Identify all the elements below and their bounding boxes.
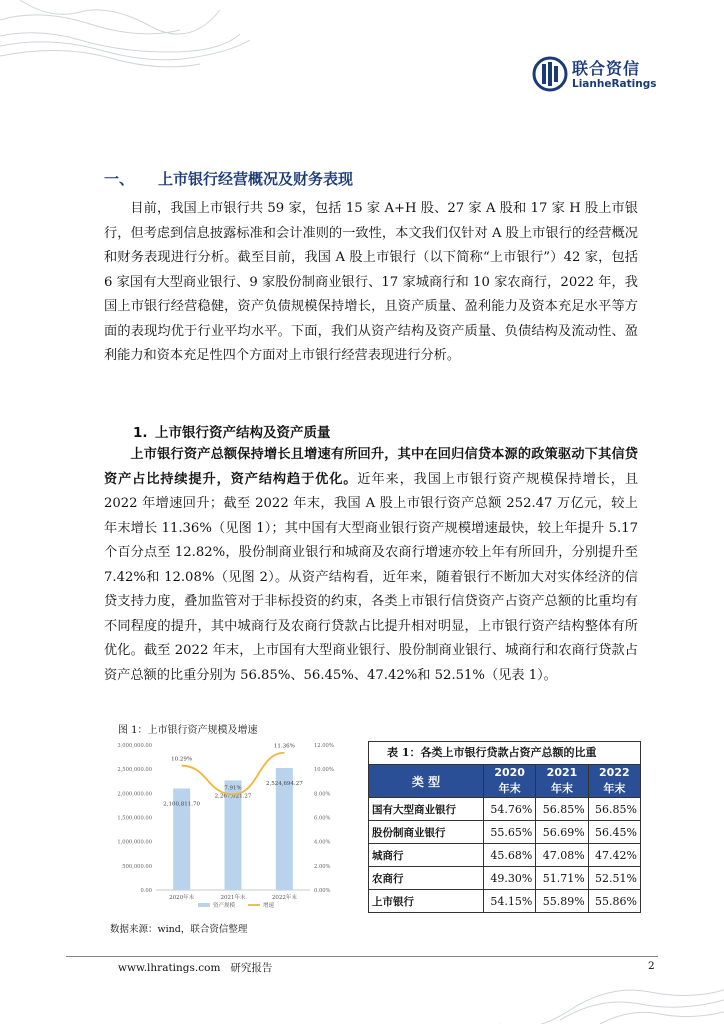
x-tick-label: 2021年末 — [220, 895, 246, 901]
table-row-name: 农商行 — [369, 867, 484, 890]
table-year-header: 2021 年末 — [536, 765, 588, 798]
y-right-tick-label: 0.00% — [314, 888, 331, 894]
line-data-label: 10.29% — [171, 756, 193, 763]
y-left-tick-label: 2,000,000.00 — [117, 791, 152, 798]
x-tick-label: 2022年末 — [271, 895, 297, 901]
table-cell: 47.42% — [588, 844, 640, 867]
table-row — [369, 890, 641, 913]
table-cell: 55.65% — [484, 821, 536, 844]
table-cell: 47.08% — [536, 844, 588, 867]
y-left-tick-label: 500,000.00 — [122, 863, 152, 870]
table-cell: 49.30% — [484, 867, 536, 890]
y-left-tick-label: 1,000,000.00 — [117, 839, 152, 846]
intro-paragraph: 目前，我国上市银行共 59 家，包括 15 家 A+H 股、27 家 A 股和 17 家 H 股上市银行，但考虑到信息披露标准和会计准则的一致性，本文我们仅针对 A 股上市银行的经营概况和财务表现进行分析。截至目前，我国 A 股上市银行（以下简称“上市银行”）42 家，包括 6 家国有大型商业银行、9 家股份制商业银行、17 家城商行和 10 家农商行，2022 年，我国上市银行经营稳健，资产负债规模保持增长，且资产质量、盈利能力及资本充足水平等方面的表现均优于行业平均水平。下面，我们从资产结构及资产质量、负债结构及流动性、盈利能力和资本充足性四个方面对上市银行经营表现进行分析。 — [104, 201, 638, 363]
table-cell: 54.15% — [484, 890, 536, 913]
y-right-tick-label: 2.00% — [314, 863, 331, 870]
lead-sentence: 上市银行资产总额保持增长且增速有所回升，其中在回归信贷本源的政策驱动下其信贷资产占比持续提升，资产结构趋于优化。 — [104, 447, 638, 487]
y-left-tick-label: 1,500,000.00 — [117, 815, 152, 822]
analysis-paragraph — [104, 443, 638, 688]
table-cell: 55.86% — [588, 890, 640, 913]
chart-source: 数据来源：wind，联合资信整理 — [110, 924, 248, 935]
page-number: 2 — [648, 960, 655, 972]
brand-name-cn: 联合资信 — [572, 59, 641, 78]
table-year-header: 2022 年末 — [588, 765, 640, 798]
table-cell: 55.89% — [536, 890, 588, 913]
table-row — [369, 844, 641, 867]
table-header-row — [369, 765, 641, 798]
y-left-tick-label: 3,000,000.00 — [117, 743, 152, 749]
legend-line-label: 增速 — [263, 903, 275, 909]
section-title-text: 上市银行经营概况及财务表现 — [158, 170, 354, 188]
legend-bar-label: 资产规模 — [213, 903, 236, 909]
asset-scale-chart — [100, 735, 362, 915]
line-data-label: 11.36% — [273, 743, 295, 750]
table-cell: 56.85% — [588, 798, 640, 821]
section-title — [104, 168, 353, 189]
subsection-title — [133, 421, 331, 441]
table-cell: 56.45% — [588, 821, 640, 844]
table-row — [369, 867, 641, 890]
y-right-tick-label: 4.00% — [314, 839, 331, 846]
table-year-header: 2020 年末 — [484, 765, 536, 798]
table-caption: 表 1：各类上市银行贷款占资产总额的比重 — [368, 741, 641, 764]
subsection-number: 1. — [133, 425, 148, 441]
table-type-header: 类 型 — [369, 765, 484, 798]
subsection-title-text: 上市银行资产结构及资产质量 — [155, 425, 331, 441]
legend-bar-swatch — [198, 903, 210, 907]
brand-logo — [532, 54, 662, 94]
table-row-name: 股份制商业银行 — [369, 821, 484, 844]
loan-ratio-table — [368, 741, 641, 913]
y-right-tick-label: 8.00% — [314, 791, 331, 798]
table-cell: 54.76% — [484, 798, 536, 821]
analysis-body: 近年来，我国上市银行资产规模保持增长，且 2022 年增速回升；截至 2022 年末，我国 A 股上市银行资产总额 252.47 万亿元，较上年末增长 11.36%（见图 1）；其中国有大型商业银行资产规模增速最快，较上年提升 5.17 个百分点至 12.82%，股份制商业银行和城商及农商行增速亦较上年有所回升，分别提升至 7.42%和 12.08%（见图 2）。从资产结构看，近年来，随着银行不断加大对实体经济的信贷支持力度，叠加监管对于非标投资的约束，各类上市银行信贷资产占资产总额的比重均有不同程度的提升，其中城商行及农商行贷款占比提升相对明显，上市银行资产结构整体有所优化。截至 2022 年末，上市国有大型商业银行、股份制商业银行、城商行和农商行贷款占资产总额的比重分别为 56.85%、56.45%、47.42%和 52.51%（见表 1）。 — [104, 471, 639, 683]
bar-data-label: 2,524,694.27 — [265, 780, 303, 787]
table-row-name: 城商行 — [369, 844, 484, 867]
footer-divider — [66, 956, 658, 957]
brand-name-en: LianheRatings — [572, 78, 657, 90]
table-cell: 56.85% — [536, 798, 588, 821]
section-number: 一、 — [104, 170, 135, 188]
y-left-tick-label: 0.00 — [140, 888, 152, 894]
footer-url: www.lhratings.com — [118, 962, 221, 974]
footer-label: 研究报告 — [230, 962, 273, 974]
y-right-tick-label: 12.00% — [314, 743, 334, 749]
table-row — [369, 798, 641, 821]
lianhe-logo-icon — [532, 54, 568, 94]
bar-data-label: 2,267,021.27 — [214, 793, 252, 800]
table-row-name: 上市银行 — [369, 890, 484, 913]
chart-title: 图 1：上市银行资产规模及增速 — [118, 725, 258, 736]
line-data-label: 7.91% — [224, 785, 242, 792]
table-row-name: 国有大型商业银行 — [369, 798, 484, 821]
table-cell: 52.51% — [588, 867, 640, 890]
y-right-tick-label: 6.00% — [314, 815, 331, 822]
table-cell: 56.69% — [536, 821, 588, 844]
table-cell: 51.71% — [536, 867, 588, 890]
bar-data-label: 2,100,811.70 — [163, 801, 201, 808]
y-right-tick-label: 10.00% — [314, 767, 334, 774]
x-tick-label: 2020年末 — [169, 895, 195, 901]
table-cell: 45.68% — [484, 844, 536, 867]
footer-left — [118, 960, 272, 975]
y-left-tick-label: 2,500,000.00 — [117, 767, 152, 774]
table-row — [369, 821, 641, 844]
